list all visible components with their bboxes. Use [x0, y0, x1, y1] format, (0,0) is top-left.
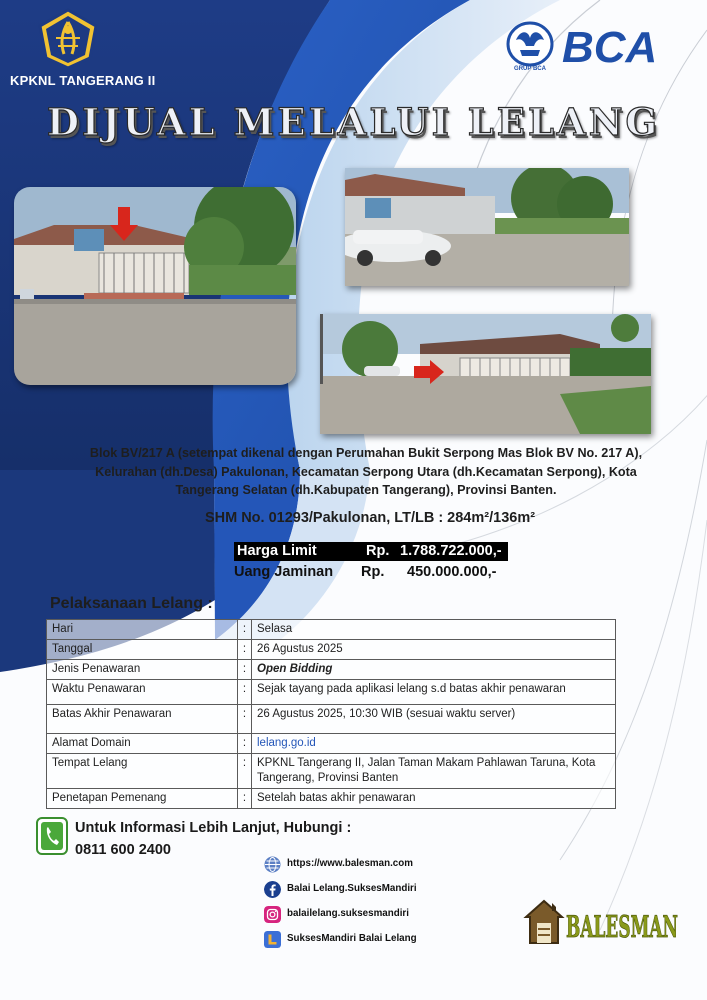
kemenkeu-logo [36, 8, 100, 70]
bca-logo [506, 20, 668, 72]
row-label: Waktu Penawaran [47, 680, 238, 705]
row-value: 26 Agustus 2025 [252, 640, 616, 660]
row-separator: : [238, 734, 252, 754]
row-label: Penetapan Pemenang [47, 789, 238, 809]
row-value: 26 Agustus 2025, 10:30 WIB (sesuai waktu server) [252, 705, 616, 734]
deposit-amount: 450.000.000,- [407, 564, 497, 580]
lelang-app-text: SuksesMandiri Balai Lelang [287, 933, 417, 944]
instagram-text: balailelang.suksesmandiri [287, 908, 409, 919]
row-label: Tempat Lelang [47, 754, 238, 789]
row-separator: : [238, 680, 252, 705]
contact-title: Untuk Informasi Lebih Lanjut, Hubungi : [75, 820, 352, 836]
website-text: https://www.balesman.com [287, 858, 413, 869]
domain-link[interactable]: lelang.go.id [252, 734, 616, 754]
row-value: Open Bidding [252, 660, 616, 680]
row-separator: : [238, 660, 252, 680]
bank-sub-label: GRUP BCA [514, 66, 546, 72]
table-row [47, 660, 616, 680]
street-view-photo-2 [320, 314, 651, 434]
row-value: KPKNL Tangerang II, Jalan Taman Makam Pahlawan Taruna, Kota Tangerang, Provinsi Banten [252, 754, 616, 789]
limit-price-label: Harga Limit [237, 543, 317, 559]
table-row [47, 620, 616, 640]
deposit-row [234, 563, 508, 582]
balesman-logo [522, 895, 682, 947]
phone-icon [36, 817, 68, 855]
facebook-text: Balai Lelang.SuksesMandiri [287, 883, 417, 894]
bank-name: BCA [562, 23, 658, 72]
street-view-photo-1 [345, 168, 629, 286]
contact-phone[interactable]: 0811 600 2400 [75, 842, 171, 858]
limit-price-row [234, 542, 508, 561]
instagram-icon [264, 906, 281, 923]
row-label: Alamat Domain [47, 734, 238, 754]
lelang-app-icon [264, 931, 281, 948]
globe-icon [264, 856, 281, 873]
table-row [47, 789, 616, 809]
row-separator: : [238, 705, 252, 734]
certificate-info: SHM No. 01293/Pakulonan, LT/LB : 284m²/136m² [204, 510, 536, 526]
deposit-label: Uang Jaminan [234, 564, 334, 580]
row-value: Selasa [252, 620, 616, 640]
table-row [47, 754, 616, 789]
limit-price-amount: 1.788.722.000,- [400, 543, 502, 559]
row-value: Sejak tayang pada aplikasi lelang s.d batas akhir penawaran [252, 680, 616, 705]
table-row [47, 705, 616, 734]
row-separator: : [238, 754, 252, 789]
table-row [47, 640, 616, 660]
row-separator: : [238, 620, 252, 640]
property-front-photo [14, 187, 296, 385]
row-label: Tanggal [47, 640, 238, 660]
property-address: Blok BV/217 A (setempat dikenal dengan Perumahan Bukit Serpong Mas Blok BV No. 217 A), Kelurahan (dh.Desa) Pakulonan, Kecamatan Serpong Utara (dh.Kecamatan Serpong), Kota Tangerang Selatan (dh.Kabupaten Tangerang), Provinsi Banten. [89, 446, 643, 497]
brand-name: BALESMAN [566, 910, 678, 945]
deposit-currency: Rp. [361, 564, 385, 580]
table-row [47, 734, 616, 754]
auction-schedule-table [46, 619, 616, 809]
row-value: Setelah batas akhir penawaran [252, 789, 616, 809]
office-name: KPKNL TANGERANG II [10, 73, 156, 88]
limit-price-currency: Rp. [366, 543, 390, 559]
row-separator: : [238, 789, 252, 809]
headline-title: DIJUAL MELALUI LELANG [46, 100, 661, 144]
row-label: Hari [47, 620, 238, 640]
row-label: Batas Akhir Penawaran [47, 705, 238, 734]
row-separator: : [238, 640, 252, 660]
row-label: Jenis Penawaran [47, 660, 238, 680]
table-row [47, 680, 616, 705]
facebook-icon [264, 881, 281, 898]
schedule-title: Pelaksanaan Lelang : [50, 595, 213, 612]
